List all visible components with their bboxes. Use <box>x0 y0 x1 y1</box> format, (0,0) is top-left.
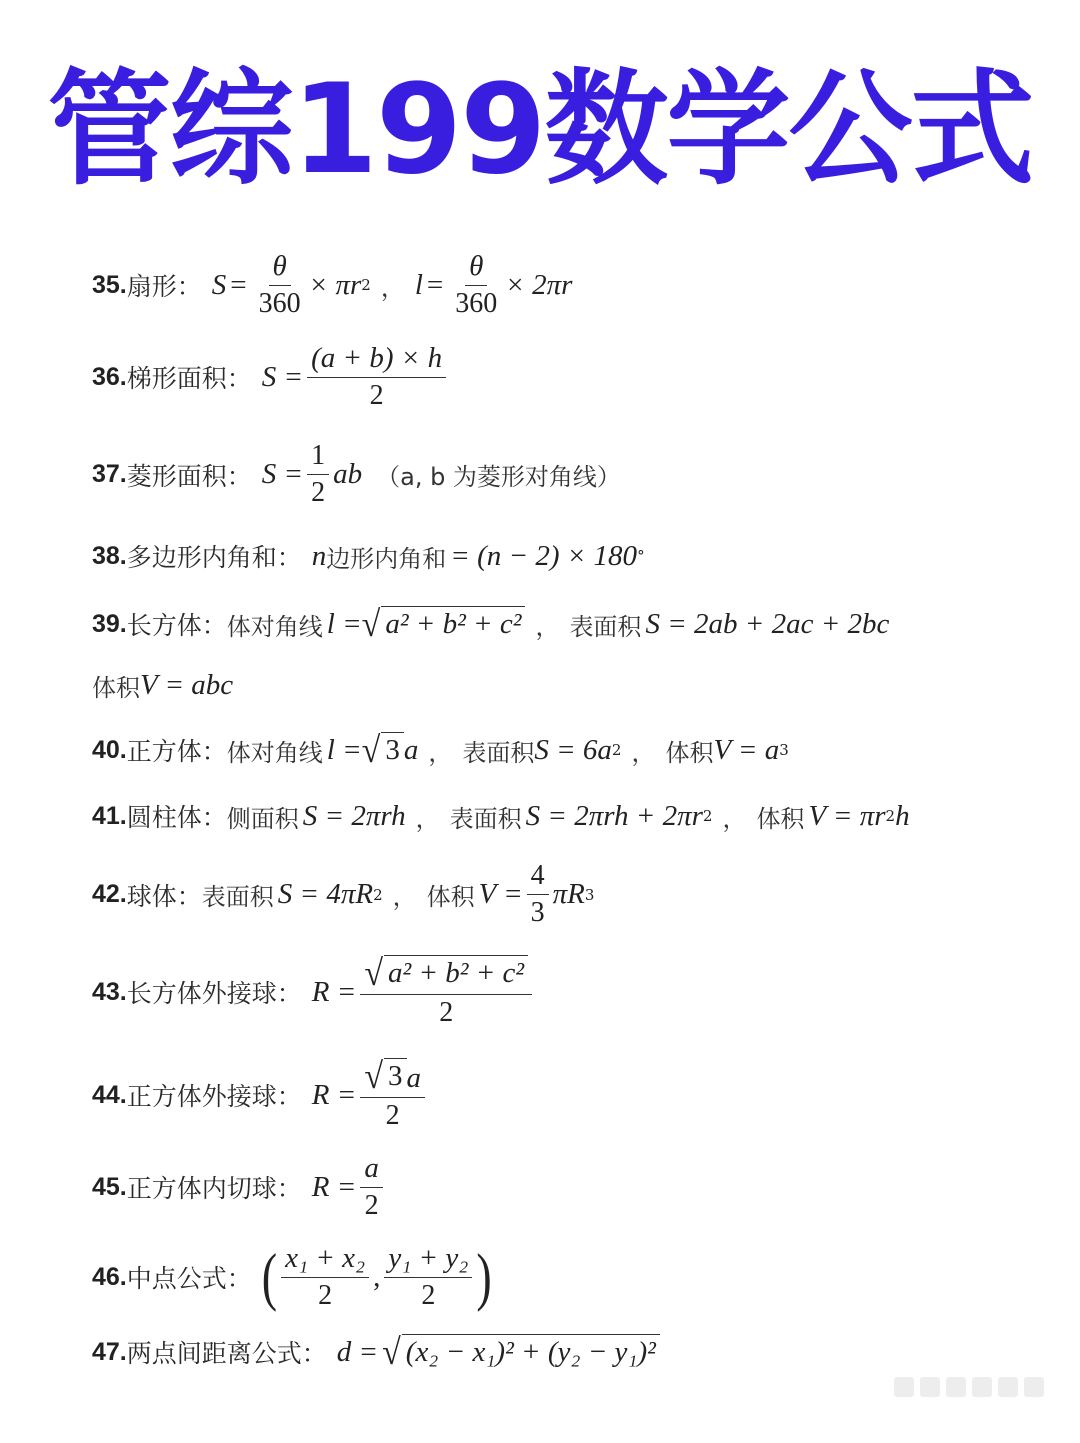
watermark-block <box>894 1377 914 1397</box>
formula-equals: = <box>426 268 444 301</box>
item-label: 长方体外接球： <box>126 979 302 1009</box>
sqrt <box>364 953 528 994</box>
fraction <box>255 250 305 321</box>
formula-text: S = <box>261 458 304 491</box>
formula-symbol: n <box>311 539 327 572</box>
formula-47 <box>92 1332 660 1373</box>
item-label: 多边形内角和： <box>126 543 302 572</box>
sqrt <box>361 730 404 771</box>
item-number: 47. <box>92 1337 127 1366</box>
item-number: 41. <box>92 801 127 830</box>
formula-text: R = <box>311 975 357 1008</box>
formula-text: l = <box>326 733 362 766</box>
formula-expression: S = 2πrh <box>302 799 406 832</box>
formula-35: 35. 扇形： S = $\frac{\theta}{360}$ × πr 2 ， l = $\frac{\theta}{360}$ × 2πr <box>92 250 573 320</box>
formula-expression: V = a <box>713 733 780 766</box>
fraction-denominator: 2 <box>364 1190 379 1222</box>
radical-sign: √ <box>382 1332 401 1373</box>
radicand: 3 <box>384 1058 407 1094</box>
formula-46 <box>92 1242 492 1313</box>
fraction-denominator: 2 <box>439 997 454 1029</box>
radical-sign: √ <box>364 953 383 994</box>
formula-text: d = <box>336 1335 379 1368</box>
watermark-block <box>972 1377 992 1397</box>
watermark-block <box>1024 1377 1044 1397</box>
formula-41: 41. 圆柱体： 侧面积 S = 2πrh ， 表面积 S = 2πrh + 2πr 2 ， 体积 V = πr 2 h <box>92 799 910 833</box>
item-number: 46. <box>92 1262 127 1291</box>
watermark <box>894 1377 1044 1397</box>
watermark-block <box>998 1377 1018 1397</box>
separator: ， <box>415 804 440 833</box>
separator: , <box>373 1260 381 1293</box>
formula-44 <box>92 1058 429 1132</box>
formula-text: 体积 <box>92 674 140 702</box>
formula-text: 表面积 <box>569 612 642 641</box>
item-label: 球体： <box>126 881 202 911</box>
formula-text: V = <box>478 878 523 911</box>
formula-text: 体积 <box>426 883 475 912</box>
formula-38: 38. 多边形内角和： n 边形内角和 = (n − 2) × 180 ° <box>92 539 645 573</box>
formula-text: 表面积 <box>449 804 522 833</box>
fraction <box>307 440 329 509</box>
separator: ， <box>392 883 417 912</box>
formula-expression: S = 6a <box>534 733 612 766</box>
formula-expression: = (n − 2) × 180 <box>450 539 638 572</box>
formula-40: 40. 正方体： 体对角线 l = √ 3 a ， 表面积 S = 6a 2 ， 体积 V = a 3 <box>92 730 789 771</box>
item-label: 正方体外接球： <box>126 1082 302 1112</box>
item-label: 扇形： <box>126 272 202 302</box>
fraction-numerator: 4 <box>527 860 549 895</box>
fraction <box>451 250 501 321</box>
formula-note: （a, b 为菱形对角线） <box>376 463 621 492</box>
item-label: 菱形面积： <box>126 461 252 491</box>
fraction-denominator: 360 <box>455 288 498 320</box>
fraction <box>281 1242 369 1313</box>
item-number: 37. <box>92 460 127 489</box>
item-label: 正方体内切球： <box>126 1174 302 1204</box>
sqrt <box>364 1056 406 1097</box>
radicand: a² + b² + c² <box>381 606 525 642</box>
formula-45 <box>92 1152 387 1223</box>
formula-text: πR <box>552 878 585 911</box>
fraction-numerator: θ <box>269 250 291 286</box>
formula-text: 边形内角和 <box>326 544 447 573</box>
item-number: 44. <box>92 1080 127 1109</box>
radical-sign: √ <box>361 604 381 645</box>
separator: ， <box>380 273 405 302</box>
fraction <box>307 342 446 413</box>
formula-39 <box>92 604 890 645</box>
formula-text: ab <box>333 458 363 491</box>
fraction <box>527 860 549 929</box>
item-label: 两点间距离公式： <box>126 1339 327 1368</box>
fraction-numerator: θ <box>465 250 487 286</box>
watermark-block <box>920 1377 940 1397</box>
item-number: 38. <box>92 541 127 570</box>
item-number: 39. <box>92 609 127 638</box>
fraction-denominator: 360 <box>258 288 301 320</box>
formula-expression: V = πr <box>808 799 886 832</box>
left-paren: ( <box>261 1240 278 1313</box>
fraction-numerator: a <box>360 1152 383 1188</box>
formula-text: R = <box>311 1170 357 1203</box>
item-label: 长方体： <box>126 611 227 640</box>
page-title: 管综199数学公式 <box>47 58 1033 202</box>
radical-sign: √ <box>364 1056 383 1097</box>
formula-symbol: l <box>414 268 423 301</box>
fraction-numerator <box>360 955 532 995</box>
radicand: a² + b² + c² <box>384 955 528 991</box>
radical-sign: √ <box>361 730 381 771</box>
formula-text: S = <box>261 360 304 393</box>
formula-expression: S = 2πrh + 2πr <box>525 799 703 832</box>
separator: ， <box>722 804 747 833</box>
fraction <box>360 955 532 1029</box>
formula-36 <box>92 342 450 413</box>
formula-symbol: S <box>211 268 227 301</box>
formula-symbol: h <box>895 799 910 832</box>
formula-text: 体对角线 <box>226 612 323 641</box>
formula-symbol: a <box>406 1061 421 1094</box>
formula-equals: = <box>230 268 247 301</box>
item-label: 中点公式： <box>126 1264 252 1294</box>
formula-text: 侧面积 <box>226 804 299 833</box>
formula-text: 体对角线 <box>226 738 323 767</box>
item-label: 梯形面积： <box>126 364 252 394</box>
formula-expression: S = 2ab + 2ac + 2bc <box>645 607 890 640</box>
fraction-denominator: 2 <box>311 477 326 509</box>
radicand: 3 <box>381 732 404 768</box>
formula-text: 表面积 <box>462 738 535 767</box>
formula-text: 表面积 <box>201 883 274 912</box>
formula-43 <box>92 955 536 1029</box>
separator: ， <box>631 738 656 767</box>
formula-text: × πr <box>308 268 362 301</box>
separator: ， <box>535 612 560 641</box>
fraction-numerator: y₁ + y₂ <box>384 1242 472 1278</box>
fraction-denominator: 2 <box>385 1100 400 1132</box>
item-number: 40. <box>92 735 127 764</box>
formula-expression: V = abc <box>140 669 234 701</box>
sqrt <box>361 604 526 645</box>
formula-text: l = <box>326 607 362 640</box>
item-label: 圆柱体： <box>126 803 227 832</box>
fraction-numerator: (a + b) × h <box>307 342 446 378</box>
item-number: 43. <box>92 977 127 1006</box>
fraction <box>360 1058 425 1132</box>
fraction-denominator: 3 <box>530 897 545 929</box>
fraction-numerator <box>360 1058 425 1098</box>
fraction-numerator: x₁ + x₂ <box>281 1242 369 1278</box>
item-number: 45. <box>92 1172 127 1201</box>
formula-text: 体积 <box>665 738 714 767</box>
separator: ， <box>428 738 453 767</box>
item-number: 35. <box>92 270 127 299</box>
formula-text: 体积 <box>756 804 805 833</box>
fraction <box>360 1152 383 1223</box>
fraction-denominator: 2 <box>318 1280 333 1312</box>
item-number: 36. <box>92 362 127 391</box>
formula-37 <box>92 440 621 509</box>
right-paren: ) <box>476 1240 492 1313</box>
formula-39-cont <box>92 668 233 703</box>
item-number: 42. <box>92 880 127 909</box>
formula-42: 42. 球体： 表面积 S = 4πR 2 ， 体积 V = $\frac{4}{3}$ πR 3 <box>92 860 595 929</box>
fraction-numerator: 1 <box>307 440 329 475</box>
formula-text: × 2πr <box>505 268 573 301</box>
fraction-denominator: 2 <box>421 1280 436 1312</box>
fraction-denominator: 2 <box>369 380 384 412</box>
sqrt <box>382 1332 660 1373</box>
formula-text: R = <box>311 1078 357 1111</box>
item-label: 正方体： <box>126 737 227 766</box>
fraction <box>384 1242 472 1313</box>
formula-expression: S = 4πR <box>277 878 374 911</box>
watermark-block <box>946 1377 966 1397</box>
radicand: (x₂ − x₁)² + (y₂ − y₁)² <box>402 1334 660 1370</box>
formula-symbol: a <box>403 733 419 766</box>
